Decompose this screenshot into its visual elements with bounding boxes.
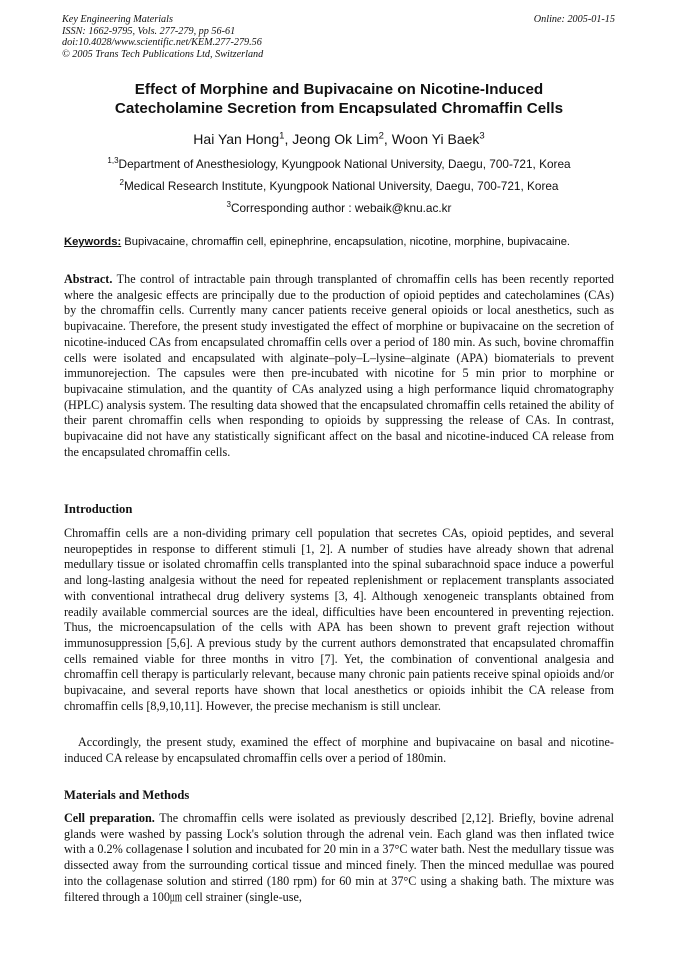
online-date: Online: 2005-01-15	[533, 14, 615, 25]
journal-copyright: © 2005 Trans Tech Publications Ltd, Switzerland	[62, 48, 264, 60]
affiliation-1	[30, 157, 648, 171]
author-name: Woon Yi Baek	[391, 131, 480, 147]
keywords-label: Keywords:	[64, 236, 122, 248]
author-affiliation-mark: 1	[279, 130, 285, 142]
author-name: Jeong Ok Lim	[292, 131, 379, 147]
author-affiliation-mark: 2	[378, 130, 384, 142]
keywords	[64, 236, 624, 248]
methods-heading: Materials and Methods	[64, 788, 190, 802]
introduction-paragraph-1: Chromaffin cells are a non-dividing primary cell population that secretes CAs, opioid peptides, and several neuropeptides in response to different stimuli [1, 2]. A number of studies have already shown that adrenal medullary tissue or isolated chromaffin cells transplanted into the spinal subarachnoid space induce a powerful and long-lasting analgesia without the need for repeated replenishment or replacement transplants associated with conventional intrathecal drug delivery systems [3, 4]. Although xenogeneic transplants obtained from readily available commercial sources are the ideal, difficulties have been encountered in preventing rejection. Thus, the microencapsulation of the cells with APA has been shown to prevent graft rejection without immunosuppression [5,6]. A previous study by the current authors demonstrated that encapsulated chromaffin cells remained viable for three months in vitro [7]. Yet, the combination of conventional analgesia and chromaffin cell therapy is particularly relevant, because many chronic pain patients receive spinal opioids and/or bupivacaine, and several reports have shown that local anesthetics or opioids inhibit the CA release from chromaffin cells [8,9,10,11]. However, the precise mechanism is still unclear.	[64, 526, 614, 713]
abstract	[64, 272, 614, 460]
affiliation-mark: 1,3	[107, 156, 119, 166]
affiliation-text: Corresponding author : webaik@knu.ac.kr	[230, 201, 452, 215]
paper-title	[40, 80, 638, 118]
journal-doi: doi:10.4028/www.scientific.net/KEM.277-279.56	[62, 37, 262, 49]
title-line-1: Effect of Morphine and Bupivacaine on Nicotine-Induced	[134, 81, 544, 98]
title-line-2: Catecholamine Secretion from Encapsulated Chromaffin Cells	[114, 100, 564, 117]
author-separator: ,	[383, 131, 392, 147]
author-separator: ,	[284, 131, 293, 147]
cell-preparation-label: Cell preparation.	[64, 811, 155, 825]
author-list	[40, 131, 638, 147]
affiliation-text: Medical Research Institute, Kyungpook National University, Daegu, 700-721, Korea	[123, 179, 559, 193]
cell-preparation-paragraph	[64, 811, 614, 905]
corresponding-author	[30, 201, 648, 215]
keywords-text: Bupivacaine, chromaffin cell, epinephrine, encapsulation, nicotine, morphine, bupivacaine.	[121, 236, 571, 248]
affiliation-text: Department of Anesthesiology, Kyungpook National University, Daegu, 700-721, Korea	[118, 157, 571, 171]
abstract-text: The control of intractable pain through transplanted of chromaffin cells has been recently reported where the analgesic effects are principally due to the production of opioid peptides and catecholamines (CAs) by the chromaffin cells. Currently many cancer patients receive general opioids or local anesthetics, such as bupivacaine. Therefore, the present study investigated the effect of morphine or bupivacaine on the secretion of nicotine-induced CAs from encapsulated chromaffin cells over a period of 180 min. As such, bovine chromaffin cells were isolated and encapsulated with alginate–poly–L–lysine–alginate (APA) biomaterials to prevent immunorejection. The capsules were then pre-incubated with nicotine for 5 min prior to morphine or bupivacaine stimulation, and the quantity of CAs analyzed using a high performance liquid chromatography (HPLC) analysis system. The resulting data showed that the encapsulated chromaffin cells retained the ability of their parent chromaffin cells when responding to opioids by suppressing the release of CAs. In contrast, bupivacaine did not have any statistically significant affect on the basal and nicotine-induced CA release from the encapsulated chromaffin cells.	[64, 272, 614, 459]
introduction-paragraph-2: Accordingly, the present study, examined the effect of morphine and bupivacaine on basal and nicotine-induced CA release by encapsulated chromaffin cells over a period of 180min.	[64, 735, 614, 765]
introduction-heading: Introduction	[64, 502, 133, 516]
journal-header	[62, 14, 263, 60]
abstract-label: Abstract.	[64, 272, 113, 286]
affiliation-mark: 2	[119, 178, 124, 188]
author-name: Hai Yan Hong	[193, 131, 280, 147]
journal-issn: ISSN: 1662-9795, Vols. 277-279, pp 56-61	[62, 25, 236, 37]
affiliation-2	[30, 179, 648, 193]
journal-name: Key Engineering Materials	[62, 14, 173, 25]
cell-preparation-text: The chromaffin cells were isolated as previously described [2,12]. Briefly, bovine adrenal glands were washed by passing Lock's solution through the adrenal vein. Each gland was then inflated twice with a 0.2% collagenase Ⅰ solution and incubated for 20 min in a 37°C water bath. Nest the medullary tissue was dissected away from the surrounding cortical tissue and minced finely. Then the minced medullae was poured into the collagenase solution and stirred (180 rpm) for 60 min at 37°C using a shaking bath. The mixture was filtered through a 100㎛ cell strainer (single-use,	[64, 811, 614, 904]
affiliation-mark: 3	[226, 200, 231, 210]
author-affiliation-mark: 3	[479, 130, 485, 142]
